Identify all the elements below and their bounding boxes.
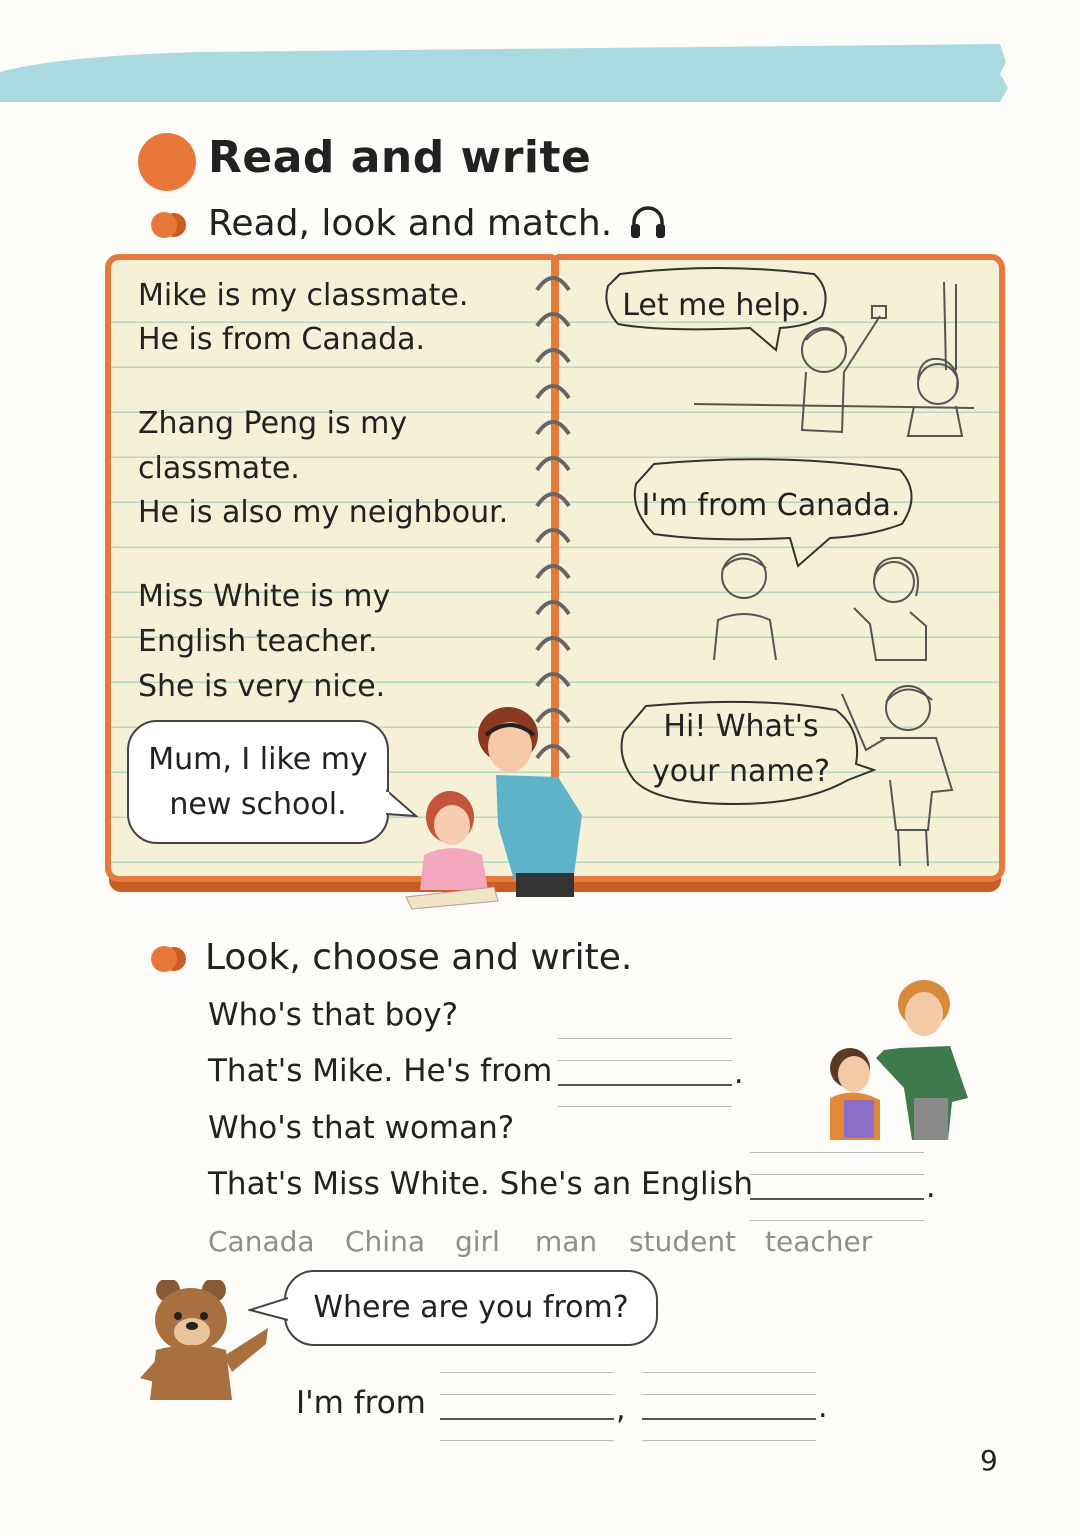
name-bubble-line2: your name? — [652, 754, 830, 789]
period-1: . — [734, 1056, 744, 1091]
sketch-two-children — [704, 548, 944, 666]
top-decorative-band — [0, 44, 1010, 102]
mum-bubble-line1: Mum, I like my — [148, 742, 368, 777]
text-misswhite-line3: She is very nice. — [138, 669, 386, 704]
word-canada[interactable]: Canada — [208, 1225, 315, 1258]
answer-blank-country[interactable] — [558, 1038, 732, 1104]
sketch-teacher — [836, 680, 976, 870]
name-bubble-line1: Hi! What's — [663, 709, 819, 744]
word-girl[interactable]: girl — [455, 1225, 500, 1258]
boy-teacher-illustration — [820, 978, 970, 1143]
mum-bubble-line2: new school. — [169, 787, 347, 822]
text-zhangpeng-line2: classmate. — [138, 451, 300, 486]
word-man[interactable]: man — [535, 1225, 598, 1258]
text-mike-line2: He is from Canada. — [138, 322, 426, 357]
text-misswhite-line1: Miss White is my — [138, 579, 391, 614]
page-number: 9 — [980, 1444, 998, 1477]
instruction-bullet-1 — [150, 212, 188, 238]
question-boy: Who's that boy? — [208, 997, 459, 1033]
text-zhangpeng-line3: He is also my neighbour. — [138, 495, 509, 530]
answer-blank-city[interactable] — [440, 1372, 614, 1438]
answer-boy-prompt: That's Mike. He's from — [208, 1053, 553, 1089]
section-bullet — [138, 133, 196, 191]
period-2: . — [926, 1170, 936, 1205]
instruction-read-look-match: Read, look and match. — [208, 203, 613, 244]
answer-woman-prompt: That's Miss White. She's an English — [208, 1166, 753, 1202]
answer-blank-job[interactable] — [750, 1152, 924, 1218]
spiral-binding — [523, 268, 583, 768]
instruction-look-choose-write: Look, choose and write. — [205, 937, 633, 978]
word-student[interactable]: student — [629, 1225, 737, 1258]
question-woman: Who's that woman? — [208, 1110, 515, 1146]
instruction-bullet-2 — [150, 946, 188, 972]
answer-blank-country-2[interactable] — [642, 1372, 816, 1438]
help-bubble-text: Let me help. — [622, 288, 810, 323]
bear-question-text: Where are you from? — [313, 1290, 629, 1325]
headphones-icon[interactable] — [628, 204, 668, 240]
bear-answer-prompt: I'm from — [296, 1385, 426, 1421]
text-zhangpeng-line1: Zhang Peng is my — [138, 406, 408, 441]
bear-bubble-tail — [248, 1296, 288, 1322]
sketch-children-at-board — [694, 280, 984, 440]
period-3: . — [818, 1390, 828, 1425]
mum-speech-bubble — [127, 720, 389, 844]
comma: , — [616, 1392, 626, 1427]
section-title: Read and write — [208, 132, 592, 183]
word-china[interactable]: China — [345, 1225, 425, 1258]
text-misswhite-line2: English teacher. — [138, 624, 378, 659]
mother-daughter-illustration — [398, 705, 598, 910]
text-mike-line1: Mike is my classmate. — [138, 278, 469, 313]
canada-bubble-text: I'm from Canada. — [641, 488, 901, 523]
word-teacher[interactable]: teacher — [765, 1225, 873, 1258]
